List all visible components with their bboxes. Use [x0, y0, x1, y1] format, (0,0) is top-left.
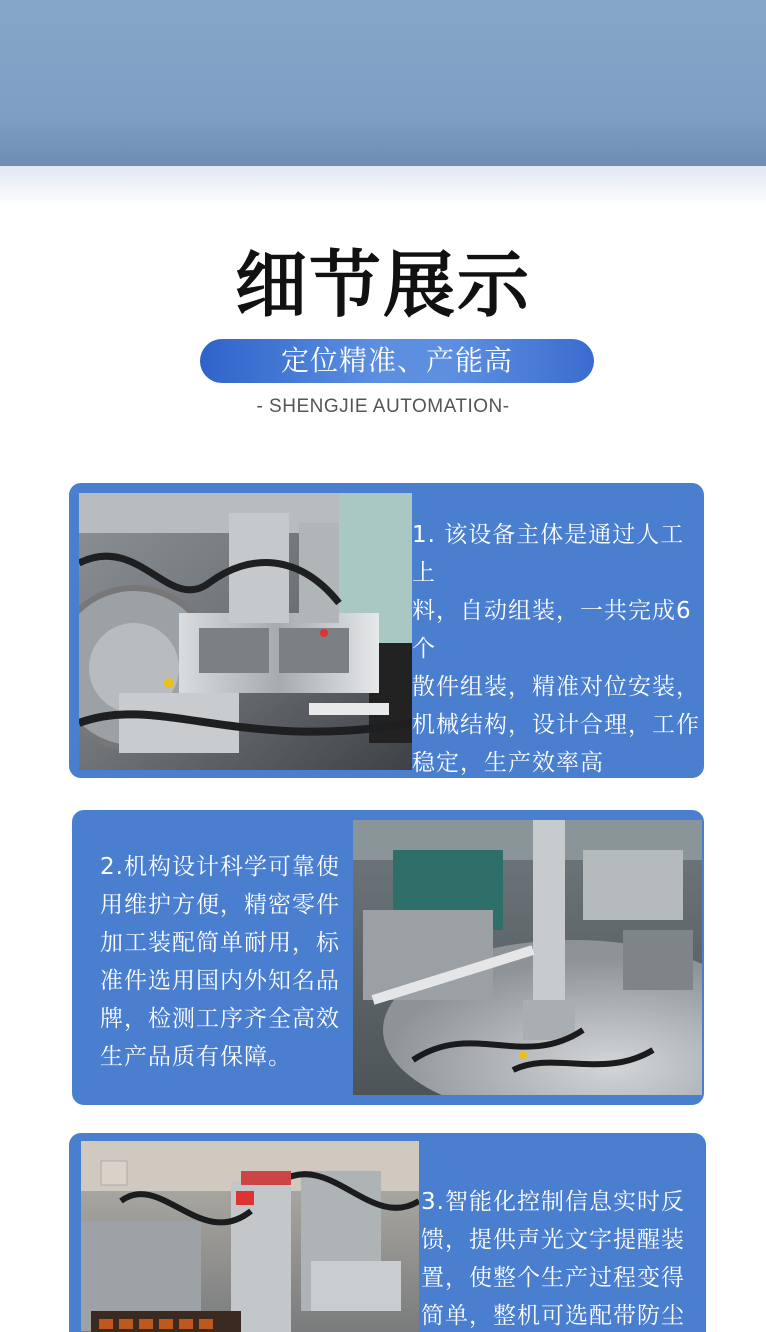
machine-photo-3-graphic — [81, 1141, 419, 1332]
detail-card-1 — [69, 483, 704, 778]
banner-shadow — [0, 166, 766, 206]
machine-photo-2-graphic — [353, 820, 702, 1095]
machine-photo-1 — [79, 493, 412, 770]
detail-text-1: 1. 该设备主体是通过人工上 料，自动组装，一共完成6个 散件组装，精准对位安装， 机械结构，设计合理，工作 稳定，生产效率高 — [412, 522, 700, 776]
machine-photo-2 — [353, 820, 702, 1095]
detail-card-2 — [72, 810, 704, 1105]
machine-photo-1-graphic — [79, 493, 412, 770]
company-name: - SHENGJIE AUTOMATION- — [256, 396, 510, 417]
subtitle-pill: 定位精准、产能高 — [200, 339, 594, 383]
top-banner — [0, 0, 766, 166]
detail-text-2: 2.机构设计科学可靠使 用维护方便，精密零件 加工装配简单耐用，标 准件选用国内外知名品 牌，检测工序齐全高效 生产品质有保障。 — [100, 854, 340, 1070]
section-title: 细节展示 — [234, 243, 531, 327]
detail-text-3: 3.智能化控制信息实时反 馈，提供声光文字提醒装 置，使整个生产过程变得 简单，整机可选配带防尘 — [421, 1189, 685, 1329]
detail-card-3 — [69, 1133, 706, 1332]
machine-photo-3 — [81, 1141, 419, 1332]
